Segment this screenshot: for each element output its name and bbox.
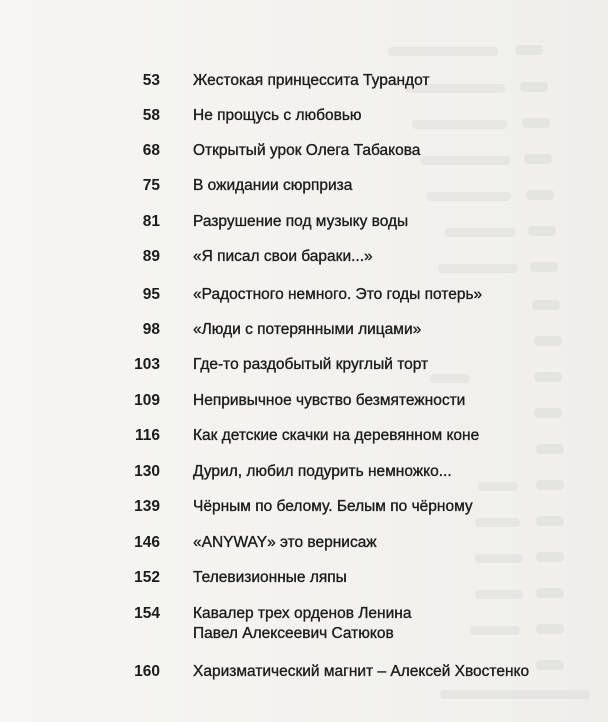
toc-page-number: 81 (142, 213, 160, 230)
toc-title: Телевизионные ляпы (193, 569, 347, 586)
toc-page-number: 53 (142, 72, 160, 89)
toc-title: «Люди с потерянными лицами» (193, 321, 422, 338)
toc-title: В ожидании сюрприза (193, 177, 353, 194)
toc-page-number: 75 (142, 177, 160, 194)
toc-title: Разрушение под музыку воды (193, 213, 409, 230)
toc-page-number: 109 (134, 392, 160, 409)
toc-title: Дурил, любил подурить немножко... (193, 463, 452, 480)
toc-page-number: 160 (134, 663, 160, 680)
toc-title: Не прощусь с любовью (193, 107, 362, 124)
toc-page-number: 154 (134, 605, 160, 622)
toc-page-number: 95 (142, 286, 160, 303)
toc-title: «ANYWAY» это вернисаж (193, 534, 377, 551)
toc-title: «Я писал свои бараки...» (193, 248, 373, 265)
toc-page-number: 130 (134, 463, 160, 480)
toc-title-line: Кавалер трех орденов Ленина (193, 605, 412, 622)
toc-page-number: 58 (142, 107, 160, 124)
toc-title-line: Павел Алексеевич Сатюков (193, 625, 394, 642)
toc-title: Харизматический магнит – Алексей Хвостенко (193, 663, 530, 680)
toc-title: Непривычное чувство безмятежности (193, 392, 466, 409)
toc-page-number: 98 (142, 321, 160, 338)
toc-page-number: 89 (142, 248, 160, 265)
toc-title: Чёрным по белому. Белым по чёрному (193, 498, 473, 515)
toc-title: Жестокая принцессита Турандот (193, 72, 430, 89)
toc-title (193, 604, 411, 644)
toc-page-number: 116 (134, 427, 160, 444)
toc-page-number: 146 (134, 534, 160, 551)
toc-page-number: 103 (134, 356, 160, 373)
toc-title: «Радостного немного. Это годы потерь» (193, 286, 483, 303)
toc-title: Как детские скачки на деревянном коне (193, 427, 480, 444)
toc-title: Где-то раздобытый круглый торт (193, 356, 429, 373)
toc-page-number: 152 (134, 569, 160, 586)
toc-page-number: 139 (134, 498, 160, 515)
toc-page-number: 68 (142, 142, 160, 159)
toc-title: Открытый урок Олега Табакова (193, 142, 421, 159)
